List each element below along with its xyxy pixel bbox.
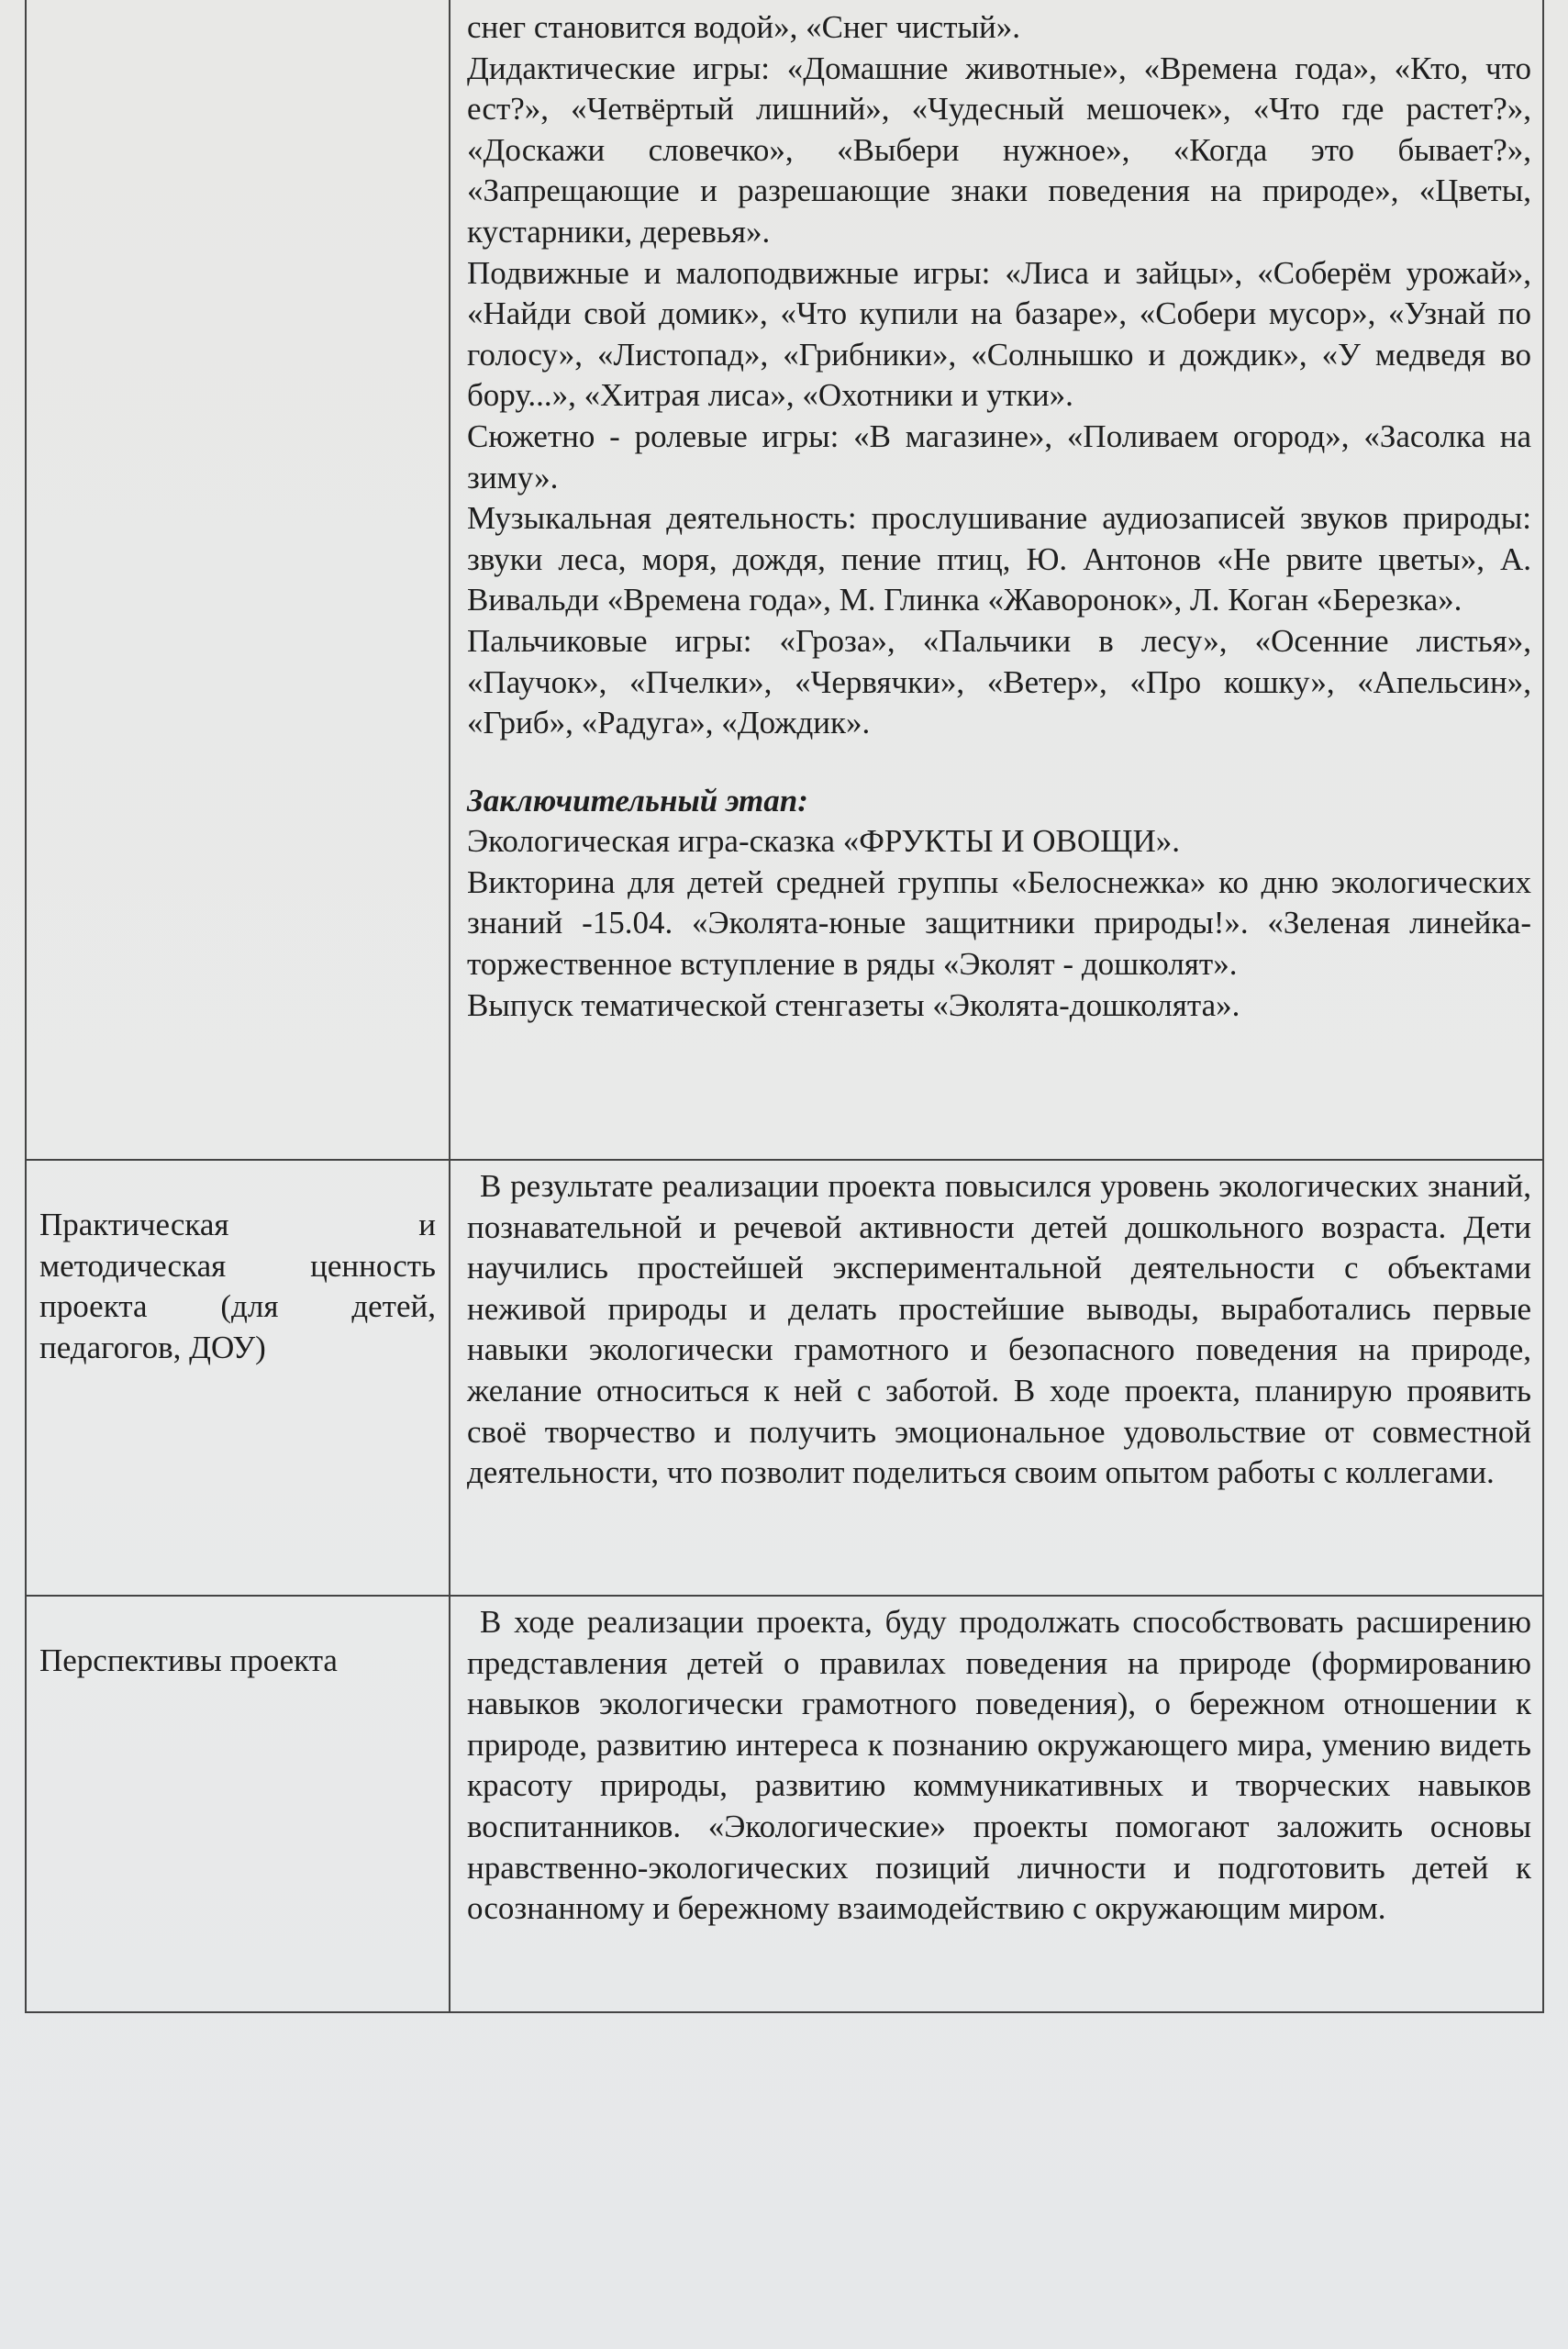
table-row-prospects	[26, 1596, 1543, 2012]
music-activity	[467, 498, 1531, 621]
role-games: Сюжетно - ролевые игры: «В магазине», «Поливаем огород», «Засолка на зиму».	[467, 417, 1531, 495]
table-row-activities	[26, 0, 1543, 1160]
didactic-games: Дидактические игры: «Домашние животные», «Времена года», «Кто, что ест?», «Четвёртый лишний», «Чудесный мешочек», «Что где растет?», «Доскажи словечко», «Выбери нужное», «Когда это бывает?», «Запрещающие и разрешающие знаки поведения на природе», «Цветы, кустарники, деревья».	[467, 50, 1531, 250]
row1-right-cell	[450, 0, 1543, 1160]
continued-line: снег становится водой», «Снег чистый».	[467, 9, 1020, 45]
music-text: прослушивание аудиозаписей звуков природы: звуки леса, моря, дождя, пение птиц, Ю. Антонов «Не рвите цветы», А. Вивальди «Времена года», М. Глинка «Жаворонок», Л. Коган «Березка».	[467, 500, 1532, 618]
prospects-label: Перспективы проекта	[26, 1596, 450, 2012]
final-item-1: Экологическая игра-сказка «ФРУКТЫ И ОВОЩИ».	[467, 823, 1181, 860]
prospects-text: В ходе реализации проекта, буду продолжать способствовать расширению представления детей о правилах поведения на природе (формированию навыков экологически грамотного поведения), о бережном отношении к природе, развитию интереса к познанию окружающего мира, умению видеть красоту природы, развитию коммуникативных и творческих навыков воспитанников. «Экологические» проекты помогают заложить основы нравственно-экологических позиций личности и подготовить детей к осознанному и бережному взаимодействию с окружающим миром.	[450, 1596, 1543, 2012]
row1-left-cell	[26, 0, 450, 1160]
project-table	[25, 0, 1544, 2013]
final-item-3: Выпуск тематической стенгазеты «Эколята-дошколята».	[467, 986, 1240, 1023]
final-item-2: Викторина для детей средней группы «Белоснежка» ко дню экологических знаний -15.04. «Эколята-юные защитники природы!». «Зеленая линейка- торжественное вступление в ряды «Эколят - дошколят».	[467, 863, 1531, 983]
music-label: Музыкальная деятельность:	[467, 500, 857, 537]
table-row-value	[26, 1160, 1543, 1596]
finger-games: Пальчиковые игры: «Гроза», «Пальчики в лесу», «Осенние листья», «Паучок», «Пчелки», «Червячки», «Ветер», «Про кошку», «Апельсин», «Гриб», «Радуга», «Дождик».	[467, 622, 1531, 741]
final-stage-heading: Заключительный этап:	[467, 782, 808, 818]
mobile-games: Подвижные и малоподвижные игры: «Лиса и зайцы», «Соберём урожай», «Найди свой домик», «Что купили на базаре», «Собери мусор», «Узнай по голосу», «Листопад», «Грибники», «Солнышко и дождик», «У медведя во бору...», «Хитрая лиса», «Охотники и утки».	[467, 254, 1531, 414]
value-text: В результате реализации проекта повысился уровень экологических знаний, познавательной и речевой активности детей дошкольного возраста. Дети научились простейшей экспериментальной деятельности с объектами неживой природы и делать простейшие выводы, выработались первые навыки экологически грамотного и безопасного поведения на природе, желание относиться к ней с заботой. В ходе проекта, планирую проявить своё творчество и получить эмоциональное удовольствие от совместной деятельности, что позволит поделиться своим опытом работы с коллегами.	[450, 1160, 1543, 1596]
value-label: Практическая и методическая ценность проекта (для детей, педагогов, ДОУ)	[26, 1160, 450, 1596]
